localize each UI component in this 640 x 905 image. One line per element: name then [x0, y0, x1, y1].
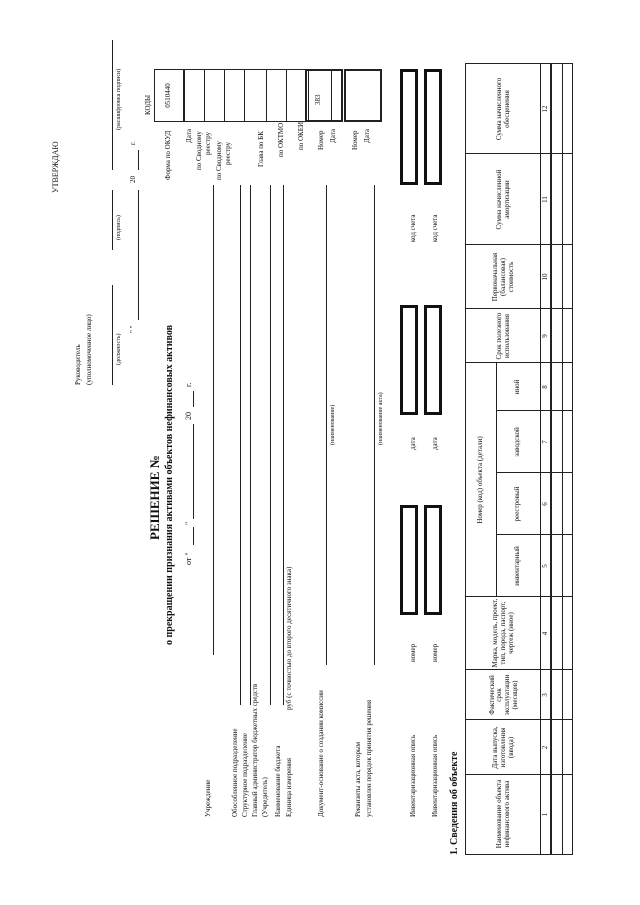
budget-name-label: Наименование бюджета	[274, 745, 282, 817]
svodny2-label-a: по Сводному	[215, 141, 223, 180]
code-row-divider-5	[286, 69, 287, 122]
act-code-box	[344, 69, 382, 122]
col-div-6	[496, 472, 572, 473]
inventory1-label: Инвентаризационная опись	[409, 734, 417, 817]
act-req-label-1: Реквизиты акта, которым	[354, 741, 362, 817]
col-number: 1	[540, 812, 549, 817]
col-number: 2	[540, 745, 549, 750]
approval-year-prefix: 20	[129, 176, 137, 183]
grbs-label: Главный администратор бюджетных средств	[251, 683, 259, 817]
title-date-year-line	[193, 391, 194, 407]
codes-header: КОДЫ	[144, 94, 152, 115]
approval-year-line	[138, 150, 139, 170]
header-other: иной	[513, 379, 522, 395]
col-div-7	[496, 410, 572, 411]
col-div-5	[496, 534, 572, 535]
group-header-divider	[496, 363, 497, 597]
inventory2-number-word: номер	[431, 643, 439, 662]
inventory2-account-code: код счета	[431, 214, 439, 242]
okei-value: 383	[314, 94, 322, 105]
header-release-date: Дата выпуска, изготовления (ввода)	[491, 726, 515, 769]
col-number: 7	[540, 440, 549, 444]
numbers-bottom-divider	[550, 64, 552, 854]
col-number: 11	[540, 196, 549, 203]
col-number: 4	[540, 631, 549, 636]
approval-decode-line	[112, 40, 113, 170]
inventory1-number-word: номер	[409, 643, 417, 662]
approval-role-note: (уполномоченное лицо)	[85, 314, 93, 385]
data-row-divider	[562, 64, 563, 854]
okud-label: Форма по ОКУД	[164, 130, 172, 180]
col-div-9	[466, 308, 572, 309]
doc-basis-line	[326, 185, 327, 665]
col-number: 10	[540, 273, 549, 281]
inventory1-account-code: код счета	[409, 214, 417, 242]
header-name: Наименование объекта нефинансового актива	[495, 779, 511, 849]
separate-unit-line	[240, 185, 241, 705]
commission-date-label: Дата	[329, 129, 337, 143]
inventory2-number-box[interactable]	[424, 505, 442, 615]
doc-basis-caption: (наименование)	[330, 404, 336, 445]
unit-value: руб (с точностью до второго десятичного знака)	[285, 566, 293, 710]
col-div-3	[466, 669, 572, 670]
col-div-10	[466, 244, 572, 245]
title-date-from: от "	[184, 552, 193, 565]
institution-label: Учреждение	[204, 779, 212, 817]
approval-year-suffix: г.	[129, 141, 137, 145]
col-div-4	[466, 596, 572, 597]
code-row-divider-2	[224, 69, 225, 122]
approval-date-quote: " "	[129, 325, 137, 333]
grbs-line	[270, 185, 271, 705]
col-div-8	[466, 362, 572, 363]
objects-table	[465, 63, 573, 855]
founder-label: (Учредитель)	[261, 777, 269, 817]
inventory1-date-word: дата	[409, 437, 417, 450]
commission-number-label: Номер	[317, 130, 325, 150]
inventory2-account-box[interactable]	[424, 69, 442, 185]
approval-signature-line	[112, 190, 113, 250]
commission-doc-code-box	[305, 69, 343, 122]
separate-unit-label: Обособленное подразделение	[231, 728, 239, 817]
col-number: 9	[540, 334, 549, 338]
glava-label: Глава по БК	[257, 131, 265, 167]
approval-role: Руководитель	[74, 344, 82, 385]
approval-position-line	[112, 285, 113, 385]
svodny2-label-b: реестру	[224, 141, 232, 165]
document-title: РЕШЕНИЕ №	[147, 455, 162, 540]
title-date-month-line	[193, 424, 194, 519]
header-actual-term: Фактический срок эксплуатации (месяцев)	[487, 674, 519, 716]
inventory1-number-box[interactable]	[400, 505, 418, 615]
document-subtitle: о прекращении признания активами объектов нефинансовых активов	[164, 324, 175, 645]
budget-line	[283, 185, 284, 705]
approval-position-caption: (должность)	[116, 333, 122, 365]
header-depreciation: Сумма начисленной амортизации	[495, 169, 511, 230]
header-brand-model: Марка, модель, проект, тип, порода, паспорт, чертеж (иное)	[491, 598, 515, 668]
doc-basis-label: Документ-основание о создании комиссии	[317, 690, 325, 817]
col-number: 8	[540, 385, 549, 389]
col-number: 12	[540, 105, 549, 113]
approval-title: УТВЕРЖДАЮ	[51, 141, 60, 193]
header-registry: реестровый	[513, 486, 522, 522]
header-useful-life: Срок полезного использования	[495, 312, 511, 360]
approval-signature-caption: (подпись)	[116, 215, 122, 240]
col-div-1	[466, 774, 572, 775]
col-number: 5	[540, 564, 549, 568]
svodny1-label-a: по Сводному	[195, 131, 203, 170]
header-inventory: инвентарный	[513, 546, 522, 586]
section-title: 1. Сведения об объекте	[449, 751, 460, 855]
okud-value: 0510440	[164, 83, 173, 108]
act-req-line	[374, 185, 375, 665]
approval-date-line	[138, 190, 139, 320]
header-object-number-group: Номер (код) объекта (детали)	[476, 436, 485, 524]
inventory2-date-word: дата	[431, 437, 439, 450]
act-number-label: Номер	[351, 130, 359, 150]
unit-label: Единица измерения	[285, 758, 293, 817]
title-date-g: г.	[184, 382, 193, 387]
header-initial-cost: Первоначальная (балансовая) стоимость	[491, 252, 515, 302]
date-label: Дата	[185, 129, 193, 143]
title-date-year: 20	[184, 412, 193, 420]
svodny1-label-b: реестру	[204, 131, 212, 155]
title-date-quote: "	[184, 521, 193, 525]
structural-unit-label: Структурное подразделение	[241, 733, 249, 817]
col-div-11	[466, 153, 572, 154]
col-div-2	[466, 719, 572, 720]
okud-value-cell	[154, 69, 184, 122]
structural-unit-line	[250, 185, 251, 705]
act-req-caption: (наименование акта)	[378, 392, 384, 445]
code-row-divider-1	[204, 69, 205, 122]
col-number: 6	[540, 502, 549, 506]
title-date-day-line	[193, 527, 194, 545]
header-factory: заводской	[513, 427, 522, 457]
code-row-divider-4	[266, 69, 267, 122]
act-req-label-2: установлен порядок принятия решения	[365, 699, 373, 817]
code-row-divider-3	[244, 69, 245, 122]
approval-decode-caption: (расшифровка подписи)	[116, 68, 122, 130]
col-number: 3	[540, 693, 549, 697]
inventory2-date-box[interactable]	[424, 305, 442, 415]
inventory2-label: Инвентаризационная опись	[431, 734, 439, 817]
okei-label: по ОКЕИ	[297, 121, 305, 150]
act-date-label: Дата	[363, 129, 371, 143]
institution-line	[213, 185, 214, 655]
header-impairment: Сумма начисленного обесценения	[495, 77, 511, 141]
oktmo-label: по ОКТМО	[277, 122, 285, 157]
inventory1-account-box[interactable]	[400, 69, 418, 185]
inventory1-date-box[interactable]	[400, 305, 418, 415]
